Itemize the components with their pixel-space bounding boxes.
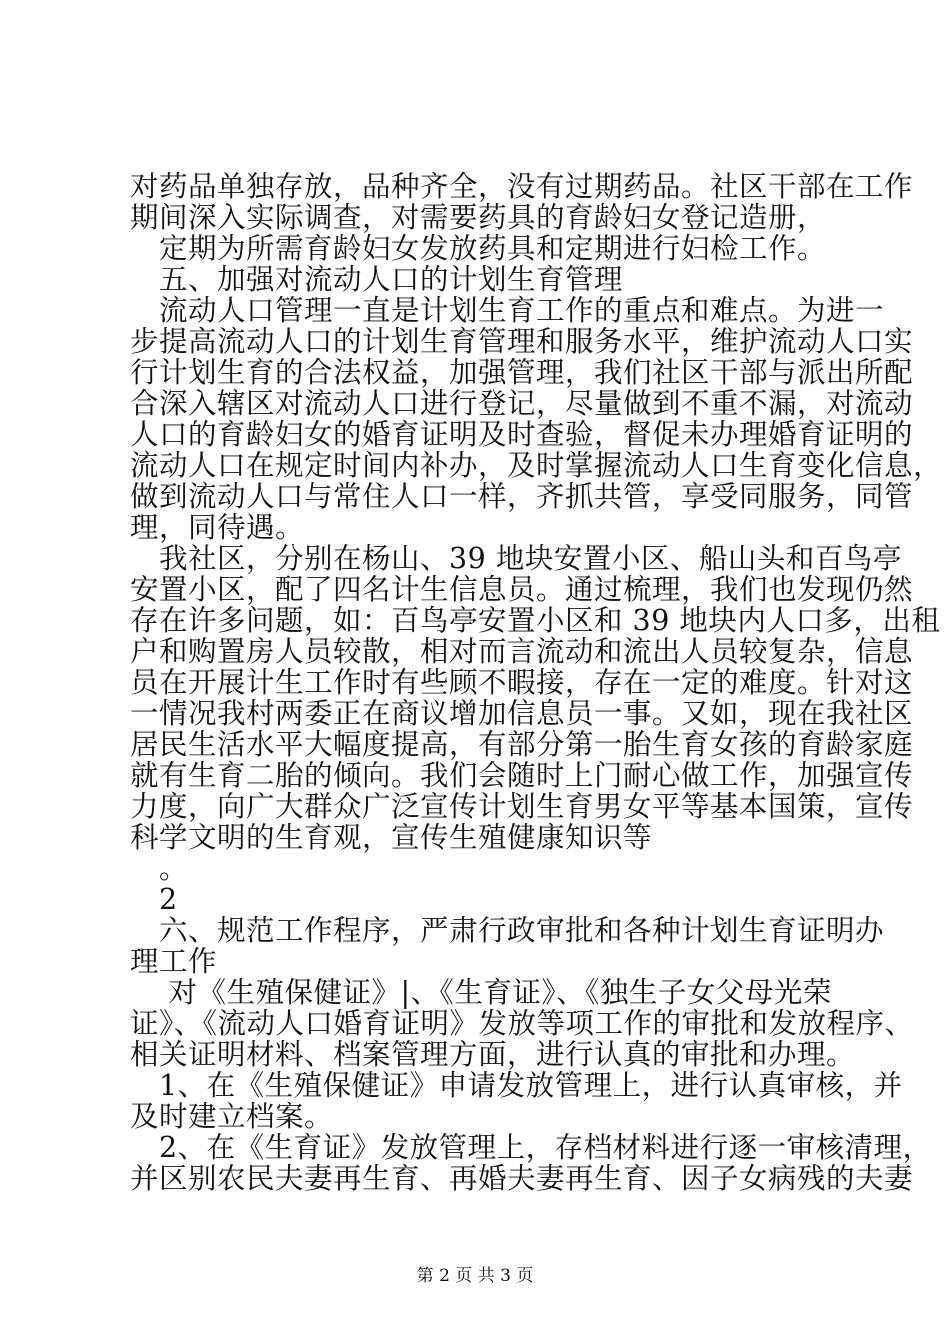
text-line: 做到流动人口与常住人口一样，齐抓共管，享受同服务，同管 (130, 480, 914, 513)
text-line: 2、在《生育证》发放管理上，存档材料进行逐一审核清理， (130, 1131, 932, 1164)
text-line: 人口的育龄妇女的婚育证明及时查验，督促未办理婚育证明的 (130, 418, 914, 451)
text-line: 流动人口管理一直是计划生育工作的重点和难点。为进一 (130, 294, 885, 327)
text-line: 科学文明的生育观，宣传生殖健康知识等 (130, 821, 653, 854)
text-line: 相关证明材料、档案管理方面，进行认真的审批和办理。 (130, 1038, 856, 1071)
text-line: 定期为所需育龄妇女发放药具和定期进行妇检工作。 (130, 232, 827, 265)
text-line: 居民生活水平大幅度提高，有部分第一胎生育女孩的育龄家庭 (130, 728, 914, 761)
text-line: 员在开展计生工作时有些顾不暇接，存在一定的难度。针对这 (130, 666, 914, 699)
text-line: 一情况我村两委正在商议增加信息员一事。又如，现在我社区 (130, 697, 914, 730)
text-line: 理，同待遇。 (130, 511, 305, 544)
page-footer: 第 2 页 共 3 页 (416, 1266, 534, 1286)
text-line: 对《生殖保健证》|、《生育证》、《独生子女父母光荣 (130, 976, 832, 1009)
text-line: 对药品单独存放，品种齐全，没有过期药品。社区干部在工作 (130, 170, 914, 203)
text-line: 。 (130, 852, 189, 885)
text-line: 2 (130, 883, 178, 916)
text-line: 期间深入实际调查，对需要药具的育龄妇女登记造册， (130, 201, 827, 234)
text-line: 步提高流动人口的计划生育管理和服务水平，维护流动人口实 (130, 325, 914, 358)
text-line: 我社区，分别在杨山、39 地块安置小区、船山头和百鸟亭 (130, 542, 902, 575)
text-line: 五、加强对流动人口的计划生育管理 (130, 263, 624, 296)
text-line: 流动人口在规定时间内补办，及时掌握流动人口生育变化信息， (130, 449, 943, 482)
text-line: 证》、《流动人口婚育证明》发放等项工作的审批和发放程序、 (130, 1007, 914, 1040)
text-line: 六、规范工作程序，严肃行政审批和各种计划生育证明办 (130, 914, 885, 947)
text-line: 力度，向广大群众广泛宣传计划生育男女平等基本国策，宣传 (130, 790, 914, 823)
text-line: 理工作 (130, 945, 218, 978)
text-line: 存在许多问题，如：百鸟亭安置小区和 39 地块内人口多，出租 (130, 604, 941, 637)
text-line: 1、在《生殖保健证》申请发放管理上，进行认真审核，并 (130, 1069, 903, 1102)
text-line: 就有生育二胎的倾向。我们会随时上门耐心做工作，加强宣传 (130, 759, 914, 792)
text-line: 户和购置房人员较散，相对而言流动和流出人员较复杂，信息 (130, 635, 914, 668)
text-line: 行计划生育的合法权益，加强管理，我们社区干部与派出所配 (130, 356, 914, 389)
text-line: 安置小区，配了四名计生信息员。通过梳理，我们也发现仍然 (130, 573, 914, 606)
text-line: 及时建立档案。 (130, 1100, 334, 1133)
text-line: 合深入辖区对流动人口进行登记，尽量做到不重不漏，对流动 (130, 387, 914, 420)
text-line: 并区别农民夫妻再生育、再婚夫妻再生育、因子女病残的夫妻 (130, 1162, 914, 1195)
